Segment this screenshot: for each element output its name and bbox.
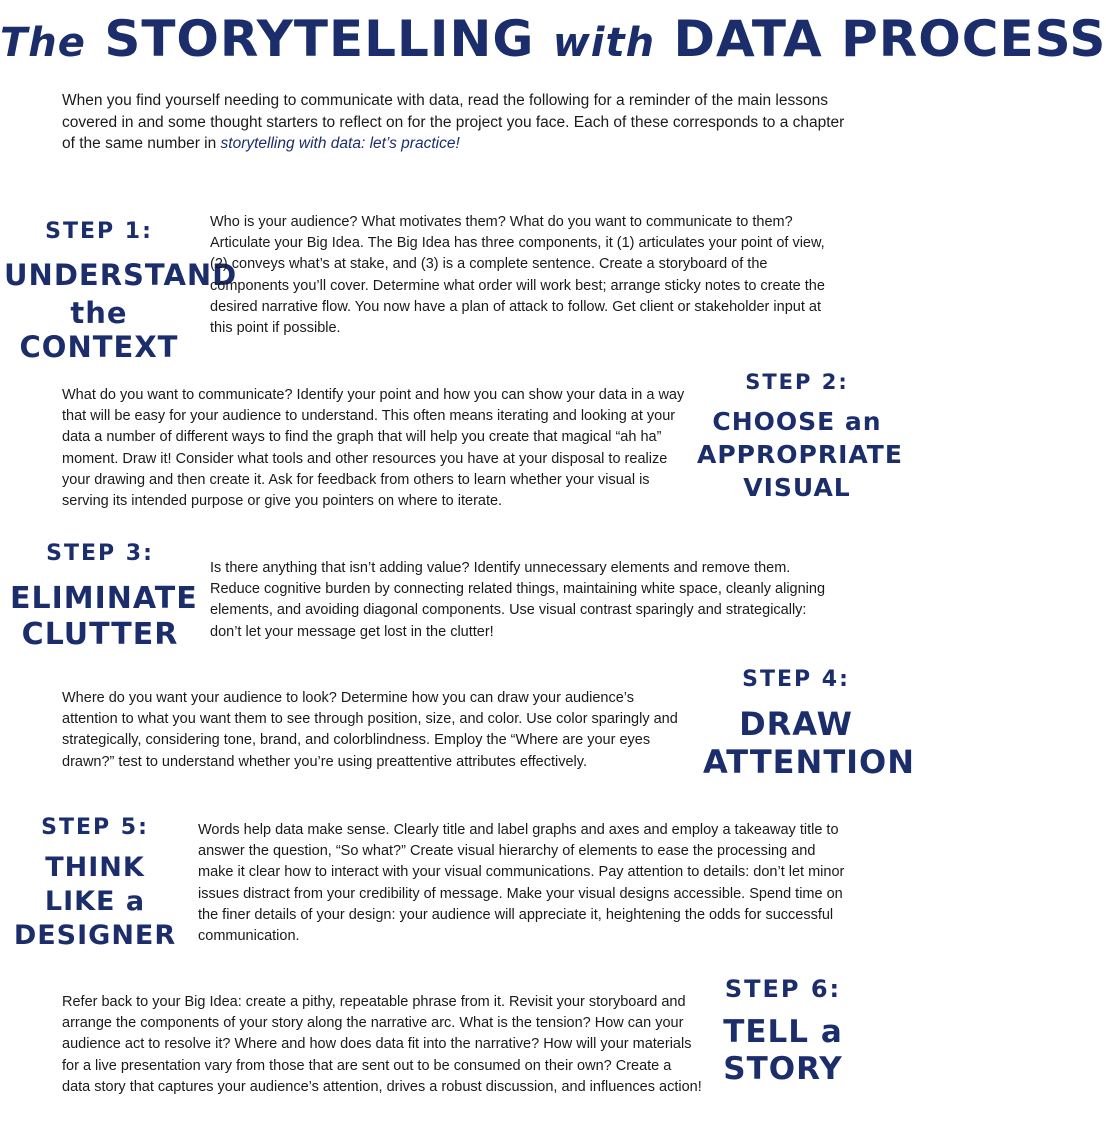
step-2-name-line-1: CHOOSE an bbox=[712, 407, 882, 436]
step-3-name-line-2: CLUTTER bbox=[21, 617, 179, 652]
step-3-heading bbox=[10, 540, 198, 652]
book-title: storytelling with data: let’s practice! bbox=[220, 135, 460, 152]
step-5-label: STEP 5: bbox=[41, 815, 149, 840]
step-5-name-line-2: LIKE a bbox=[44, 886, 146, 917]
step-2-text: What do you want to communicate? Identify your point and how you can show your data in a way that will be easy for your audience to understand. This often means iterating and looking at your data a number of different ways to find the graph that will help you create that magical “ah ha” moment. Draw it! Consider what tools and other resources you have at your disposal to realize your drawing and then create it. Ask for feedback from others to learn whether your visual is serving its intended purpose or give you pointers on where to iterate. bbox=[62, 387, 685, 510]
step-5-name-line-1: THINK bbox=[45, 852, 145, 883]
step-2-name-line-2: APPROPRIATE bbox=[697, 440, 903, 469]
step-6-name-line-1: TELL a bbox=[723, 1014, 843, 1050]
step-2-label: STEP 2: bbox=[745, 370, 849, 394]
step-4-name-line-2: ATTENTION bbox=[703, 743, 916, 781]
step-6-text: Refer back to your Big Idea: create a pithy, repeatable phrase from it. Revisit your storyboard and arrange the components of your story along the narrative arc. What is the tension? How can your audience act to resolve it? Where and how does data fit into the narrative? How will your materials for a live presentation vary from those that are sent out to be consumed on their own? Create a data story that captures your audience’s attention, drives a robust discussion, and influences action! bbox=[62, 994, 702, 1095]
step-1-heading bbox=[4, 218, 238, 364]
step-6-label: STEP 6: bbox=[724, 975, 842, 1003]
step-4-text: Where do you want your audience to look? Determine how you can draw your audience’s attention to what you want them to see through position, size, and color. Use color sparingly and strategically, considering tone, brand, and colorblindness. Employ the “Where are your eyes drawn?” test to understand whether you’re using preattentive attributes effectively. bbox=[62, 690, 678, 770]
step-4-label: STEP 4: bbox=[742, 667, 850, 692]
step-2-heading bbox=[697, 368, 903, 503]
step-3-text: Is there anything that isn’t adding value? Identify unnecessary elements and remove them. Reduce cognitive burden by connecting related things, maintaining white space, cleanly aligning elements, and avoiding diagonal components. Use visual contrast sparingly and strategically: don’t let your message get lost in the clutter! bbox=[210, 560, 826, 640]
step-1-text: Who is your audience? What motivates them? What do you want to communicate to them? Articulate your Big Idea. The Big Idea has three components, it (1) articulates your point of view, (2) conveys what’s at stake, and (3) is a complete sentence. Create a storyboard of the components you’ll cover. Determine what order will work best; arrange sticky notes to create the desired narrative flow. You now have a plan of attack to follow. Get client or stakeholder input at this point if possible. bbox=[210, 214, 825, 337]
step-6-heading bbox=[708, 975, 858, 1087]
step-5-name-line-3: DESIGNER bbox=[13, 920, 177, 951]
page-title: The STORYTELLING with DATA PROCESS bbox=[0, 10, 1106, 68]
step-5-heading bbox=[10, 814, 180, 952]
step-1-name-line-1: UNDERSTAND bbox=[4, 258, 238, 292]
intro-text: When you find yourself needing to communicate with data, read the following for a reminder of the main lessons covered in and some thought starters to reflect on for the project you face. Each of these corresponds to a chapter of the same number in bbox=[62, 92, 845, 152]
step-1-name-line-2: the CONTEXT bbox=[19, 296, 179, 364]
intro-paragraph bbox=[62, 90, 852, 155]
step-2-name-line-3: VISUAL bbox=[743, 473, 851, 502]
step-4-name-line-1: DRAW bbox=[739, 705, 853, 743]
step-6-name-line-2: STORY bbox=[723, 1051, 843, 1087]
step-3-name-line-1: ELIMINATE bbox=[10, 581, 198, 616]
step-5-text: Words help data make sense. Clearly title and label graphs and axes and employ a takeaway title to answer the question, “So what?” Create visual hierarchy of elements to ease the processing and make it clear how to interact with your visual communications. Pay attention to details: don’t let minor issues distract from your credibility of message. Make your visual designs accessible. Spend time on the finer details of your design: your audience will appreciate it, heightening the odds for successful communication. bbox=[198, 822, 845, 945]
step-3-label: STEP 3: bbox=[46, 541, 154, 566]
step-1-label: STEP 1: bbox=[45, 219, 153, 244]
step-4-heading bbox=[703, 666, 916, 781]
